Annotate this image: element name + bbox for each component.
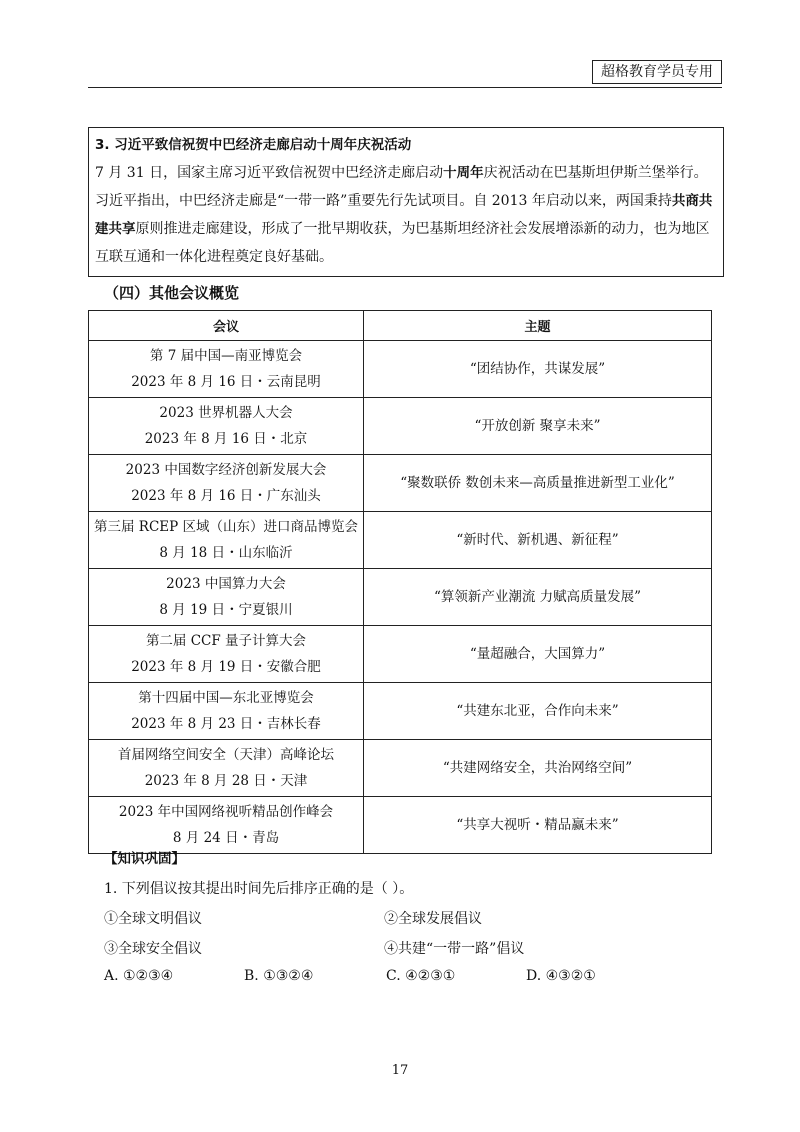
meeting-date: 8 月 18 日・山东临沂 <box>159 545 293 561</box>
meeting-cell <box>89 797 364 854</box>
meeting-date: 2023 年 8 月 16 日・广东汕头 <box>131 488 321 504</box>
quiz-item-2: ②全球发展倡议 <box>384 911 482 927</box>
theme-cell: “新时代、新机遇、新征程” <box>364 512 712 569</box>
news-p2-text-b: 原则推进走廊建设，形成了一批早期收获，为巴基斯坦经济社会发展增添新的动力，也为地区互联互通和一体化进程奠定良好基础。 <box>95 221 710 265</box>
table-header-row <box>89 311 712 341</box>
news-paragraph-1 <box>95 159 717 187</box>
news-paragraph-2 <box>95 187 717 271</box>
quiz-question: 1. 下列倡议按其提出时间先后排序正确的是（ ）。 <box>104 881 414 897</box>
meeting-date: 2023 年 8 月 16 日・云南昆明 <box>131 374 321 390</box>
theme-cell: “量超融合，大国算力” <box>364 626 712 683</box>
meeting-date: 2023 年 8 月 28 日・天津 <box>144 773 308 789</box>
table-row <box>89 797 712 854</box>
meeting-name: 2023 中国数字经济创新发展大会 <box>125 462 327 478</box>
meeting-cell <box>89 455 364 512</box>
meetings-table <box>88 310 712 854</box>
meeting-date: 2023 年 8 月 19 日・安徽合肥 <box>131 659 321 675</box>
theme-cell: “共享大视听・精品赢未来” <box>364 797 712 854</box>
news-title: 3. 习近平致信祝贺中巴经济走廊启动十周年庆祝活动 <box>95 137 412 153</box>
meeting-name: 2023 年中国网络视听精品创作峰会 <box>118 804 334 820</box>
meeting-cell <box>89 569 364 626</box>
news-p2-bold: 共商共建共享 <box>95 193 713 237</box>
news-p1-text-a: 7 月 31 日，国家主席习近平致信祝贺中巴经济走廊启动 <box>95 165 444 181</box>
quiz-item-3: ③全球安全倡议 <box>104 941 202 957</box>
meeting-name: 2023 世界机器人大会 <box>159 405 293 421</box>
meeting-name: 第三届 RCEP 区域（山东）进口商品博览会 <box>93 519 358 535</box>
meeting-cell <box>89 341 364 398</box>
table-row <box>89 398 712 455</box>
meeting-cell <box>89 626 364 683</box>
table-row <box>89 455 712 512</box>
news-p1-bold: 十周年 <box>443 165 484 181</box>
choice-b[interactable]: B. ①③②④ <box>244 968 314 984</box>
news-box <box>88 127 724 277</box>
theme-cell: “聚数联侨 数创未来—高质量推进新型工业化” <box>364 455 712 512</box>
news-p1-text-b: 庆祝活动在巴基斯坦伊斯兰堡举行。 <box>483 165 708 181</box>
meeting-name: 第二届 CCF 量子计算大会 <box>145 633 307 649</box>
meeting-date: 8 月 19 日・宁夏银川 <box>159 602 293 618</box>
header-divider <box>88 87 722 88</box>
table-row <box>89 740 712 797</box>
meeting-cell <box>89 398 364 455</box>
meeting-name: 第 7 届中国—南亚博览会 <box>149 348 303 364</box>
theme-cell: “开放创新 聚享未来” <box>364 398 712 455</box>
meeting-cell <box>89 740 364 797</box>
meeting-date: 2023 年 8 月 23 日・吉林长春 <box>131 716 321 732</box>
choice-d[interactable]: D. ④③②① <box>526 968 596 984</box>
meeting-cell <box>89 512 364 569</box>
meeting-date: 8 月 24 日・青岛 <box>172 830 280 846</box>
meeting-date: 2023 年 8 月 16 日・北京 <box>144 431 308 447</box>
theme-cell: “共建东北亚，合作向未来” <box>364 683 712 740</box>
meeting-name: 2023 中国算力大会 <box>166 576 286 592</box>
quiz-item-4: ④共建“一带一路”倡议 <box>384 941 525 957</box>
page-number: 17 <box>391 1063 409 1078</box>
meeting-name: 第十四届中国—东北亚博览会 <box>138 690 314 706</box>
quiz-item-1: ①全球文明倡议 <box>104 911 202 927</box>
table-row <box>89 569 712 626</box>
header-meeting: 会议 <box>89 311 364 341</box>
theme-cell: “共建网络安全，共治网络空间” <box>364 740 712 797</box>
header-theme: 主题 <box>364 311 712 341</box>
table-row <box>89 626 712 683</box>
news-p2-text-a: 习近平指出，中巴经济走廊是“一带一路”重要先行先试项目。自 2013 年启动以来，两国秉持 <box>95 193 672 209</box>
choice-a[interactable]: A. ①②③④ <box>104 968 174 984</box>
theme-cell: “团结协作，共谋发展” <box>364 341 712 398</box>
meeting-name: 首届网络空间安全（天津）高峰论坛 <box>118 747 334 763</box>
theme-cell: “算领新产业潮流 力赋高质量发展” <box>364 569 712 626</box>
choice-c[interactable]: C. ④②③① <box>386 968 456 984</box>
header-badge: 超格教育学员专用 <box>592 60 722 84</box>
meeting-cell <box>89 683 364 740</box>
table-row <box>89 683 712 740</box>
section-title: （四）其他会议概览 <box>104 284 240 302</box>
table-row <box>89 341 712 398</box>
table-row <box>89 512 712 569</box>
quiz-title: 【知识巩固】 <box>104 851 185 867</box>
